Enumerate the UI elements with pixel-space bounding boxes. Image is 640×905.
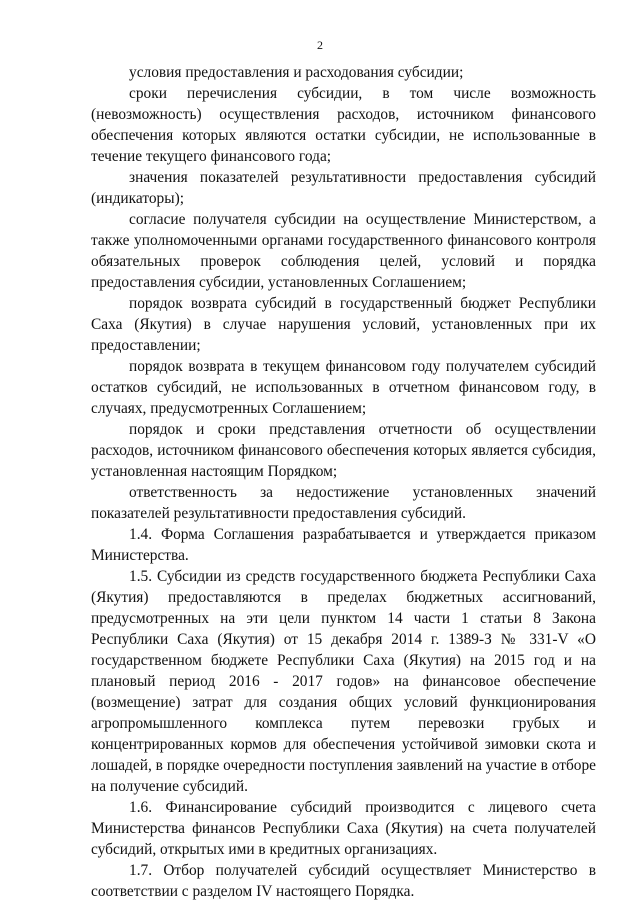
paragraph-responsibility: ответственность за недостижение установленных значений показателей результативности предоставления субсидий.: [91, 484, 596, 522]
paragraph-conditions: условия предоставления и расходования субсидии;: [129, 64, 464, 81]
paragraph-return-on-violation: порядок возврата субсидий в государственный бюджет Республики Саха (Якутия) в случае нарушения условий, установленных при их предоставлении;: [91, 295, 596, 354]
paragraph-1-6: 1.6. Финансирование субсидий производится с лицевого счета Министерства финансов Республики Саха (Якутия) на счета получателей субсидий, открытых ими в кредитных организациях.: [91, 799, 596, 858]
document-body: [91, 62, 596, 902]
paragraph-1-5: 1.5. Субсидии из средств государственного бюджета Республики Саха (Якутия) предоставляются в пределах бюджетных ассигнований, предусмотренных на эти цели пунктом 14 части 1 статьи 8 Закона Республики Саха (Якутия) от 15 декабря 2014 г. 1389-З № 331-V «О государственном бюджете Республики Саха (Якутия) на 2015 год и на плановый период 2016 - 2017 годов» на финансовое обеспечение (возмещение) затрат для создания общих условий функционирования агропромышленного комплекса путем перевозки грубых и концентрированных кормов для обеспечения устойчивой зимовки скота и лошадей, в порядке очередности поступления заявлений на участие в отборе на получение субсидий.: [91, 568, 596, 795]
paragraph-1-4: 1.4. Форма Соглашения разрабатывается и утверждается приказом Министерства.: [91, 526, 596, 564]
paragraph-1-7: 1.7. Отбор получателей субсидий осуществляет Министерство в соответствии с разделом IV настоящего Порядка.: [91, 862, 596, 900]
paragraph-reporting: порядок и сроки представления отчетности об осуществлении расходов, источником финансового обеспечения которых является субсидия, установленная настоящим Порядком;: [91, 421, 596, 480]
paragraph-transfer-terms: сроки перечисления субсидии, в том числе возможность (невозможность) осуществления расходов, источником финансового обеспечения которых являются остатки субсидии, не использованные в течение текущего финансового года;: [91, 85, 596, 165]
paragraph-consent-audits: согласие получателя субсидии на осуществление Министерством, а также уполномоченными органами государственного финансового контроля обязательных проверок соблюдения целей, условий и порядка предоставления субсидии, установленных Соглашением;: [91, 211, 596, 291]
paragraph-indicators: значения показателей результативности предоставления субсидий (индикаторы);: [91, 169, 596, 207]
paragraph-return-of-remains: порядок возврата в текущем финансовом году получателем субсидий остатков субсидий, не использованных в отчетном финансовом году, в случаях, предусмотренных Соглашением;: [91, 358, 596, 417]
page-number: 2: [317, 38, 323, 52]
